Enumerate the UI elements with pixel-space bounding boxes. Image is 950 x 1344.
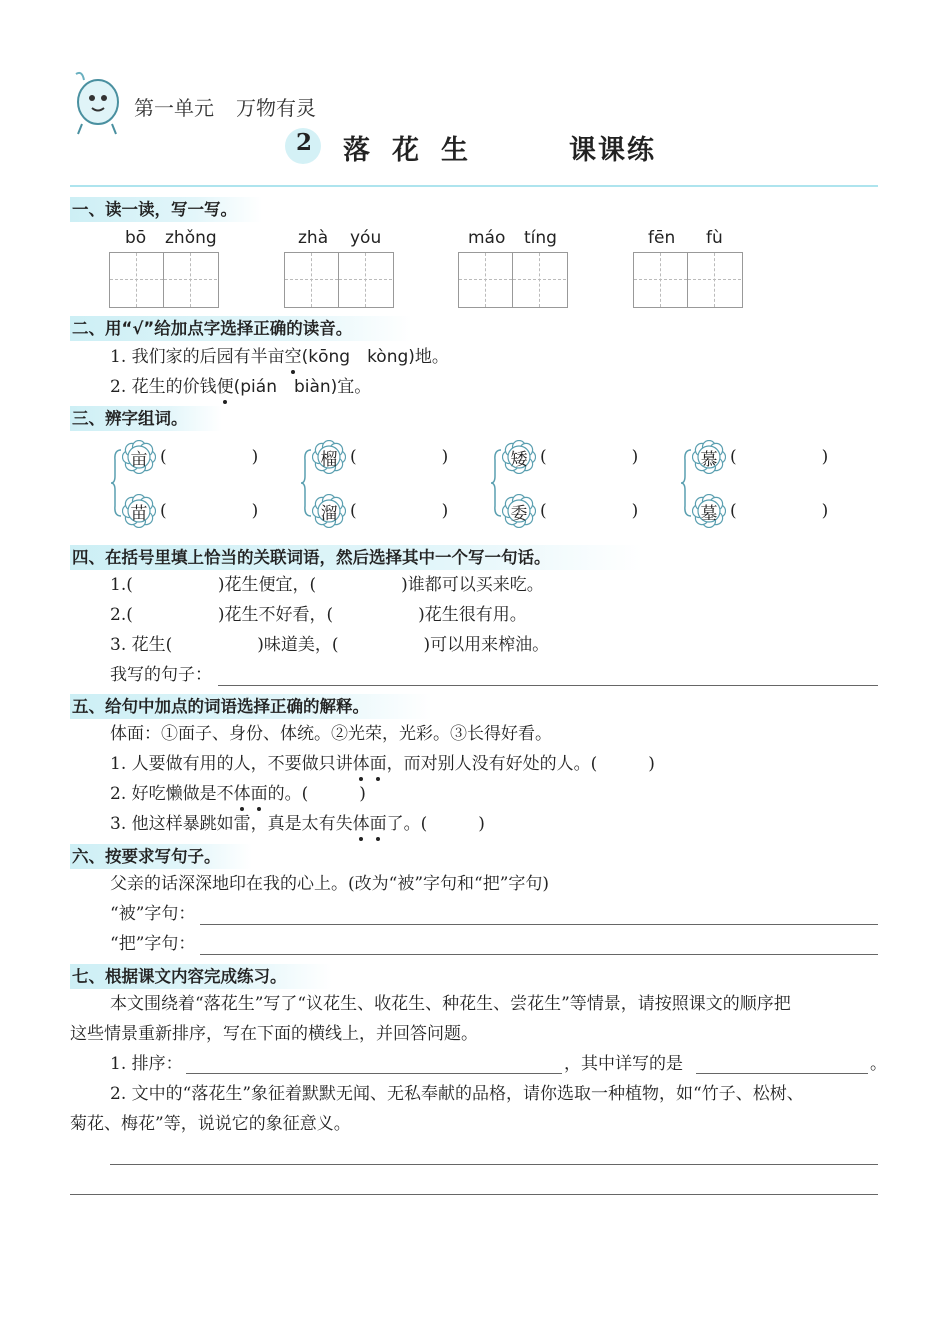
pinyin-1a: bō: [125, 228, 147, 248]
unit-label: 第一单元: [134, 96, 214, 120]
s5-definition: 体面：①面子、身份、体统。②光荣，光彩。③长得好看。: [110, 724, 552, 744]
s7-q1-label: 1. 排序：: [110, 1054, 183, 1074]
pinyin-3a: máo: [468, 228, 506, 248]
s7-answer-line-2[interactable]: [70, 1193, 878, 1195]
char-label: 亩: [130, 450, 148, 470]
flower-char-badge: [502, 494, 536, 528]
s7-q1-end: 。: [870, 1054, 887, 1074]
writing-box-4[interactable]: [633, 252, 743, 308]
brace-icon: [490, 448, 502, 518]
brace-icon: [680, 448, 692, 518]
section-6-title: 六、按要求写句子。: [70, 844, 252, 869]
flower-char-badge: [692, 440, 726, 474]
brace-icon: [300, 448, 312, 518]
flower-char-badge: [502, 440, 536, 474]
char-label: 委: [510, 504, 528, 524]
pinyin-3b: tíng: [524, 228, 557, 248]
dotted-char: 面: [369, 754, 387, 774]
flower-char-badge: [122, 494, 156, 528]
word-answer-blank[interactable]: ( ): [350, 501, 449, 521]
writing-box-2[interactable]: [284, 252, 394, 308]
header-divider: [70, 185, 878, 187]
word-answer-blank[interactable]: ( ): [540, 447, 639, 467]
char-label: 榴: [320, 450, 338, 470]
lesson-number: 2: [296, 129, 313, 156]
s2-question-2: 2. 花生的价钱便(pián biàn)宜。: [110, 377, 372, 397]
word-answer-blank[interactable]: ( ): [730, 501, 829, 521]
s4-answer-line[interactable]: [218, 684, 878, 686]
s6-question: 父亲的话深深地印在我的心上。(改为“被”字句和“把”字句): [110, 874, 550, 894]
pinyin-4a: fēn: [648, 228, 676, 248]
word-answer-blank[interactable]: ( ): [730, 447, 829, 467]
dotted-char: 便: [216, 377, 234, 397]
s7-question-2b: 菊花、梅花”等，说说它的象征意义。: [70, 1114, 351, 1134]
section-3-title: 三、辨字组词。: [70, 406, 222, 431]
flower-char-badge: [312, 494, 346, 528]
dotted-char: 空: [284, 347, 302, 367]
section-7-title: 七、根据课文内容完成练习。: [70, 964, 332, 989]
section-1-title: 一、读一读，写一写。: [70, 197, 262, 222]
word-answer-blank[interactable]: ( ): [160, 447, 259, 467]
dotted-char: 体: [352, 814, 370, 834]
dotted-char: 体: [233, 784, 251, 804]
flower-char-badge: [312, 440, 346, 474]
pinyin-4b: fù: [706, 228, 723, 248]
char-label: 慕: [700, 450, 718, 470]
s7-paragraph-2: 这些情景重新排序，写在下面的横线上，并回答问题。: [70, 1024, 478, 1044]
dotted-char: 面: [369, 814, 387, 834]
char-label: 苗: [130, 504, 148, 524]
pinyin-2a: zhà: [298, 228, 329, 248]
dotted-char: 体: [352, 754, 370, 774]
s7-answer-line-1[interactable]: [110, 1163, 878, 1165]
section-2-title: 二、用“√”给加点字选择正确的读音。: [70, 316, 412, 341]
s7-paragraph-1: 本文围绕着“落花生”写了“议花生、收花生、种花生、尝花生”等情景，请按照课文的顺序把: [110, 994, 791, 1014]
s7-detail-line[interactable]: [696, 1072, 868, 1074]
brace-icon: [110, 448, 122, 518]
s4-question-3: 3. 花生( )味道美，( )可以用来榨油。: [110, 635, 550, 655]
s4-my-sentence-label: 我写的句子：: [110, 665, 212, 685]
unit-header: [134, 92, 316, 121]
section-4-title: 四、在括号里填上恰当的关联词语，然后选择其中一个写一句话。: [70, 545, 642, 570]
char-label: 矮: [510, 450, 528, 470]
dotted-char: 面: [250, 784, 268, 804]
pinyin-1b: zhǒng: [165, 228, 217, 248]
mascot-icon: [68, 68, 130, 138]
s6-bei-line[interactable]: [200, 923, 878, 925]
s6-ba-label: “把”字句：: [110, 934, 196, 954]
s4-question-1: 1.( )花生便宜，( )谁都可以买来吃。: [110, 575, 544, 595]
writing-box-3[interactable]: [458, 252, 568, 308]
s7-order-line[interactable]: [186, 1072, 562, 1074]
s7-question-2a: 2. 文中的“落花生”象征着默默无闻、无私奉献的品格，请你选取一种植物，如“竹子、松树、: [110, 1084, 804, 1104]
lesson-title: 落花生: [343, 135, 490, 166]
s5-question-2: 2. 好吃懒做是不体面的。( ): [110, 784, 366, 804]
word-answer-blank[interactable]: ( ): [540, 501, 639, 521]
unit-title: 万物有灵: [236, 96, 316, 120]
s5-question-3: 3. 他这样暴跳如雷，真是太有失体面了。( ): [110, 814, 485, 834]
s6-bei-label: “被”字句：: [110, 904, 196, 924]
word-answer-blank[interactable]: ( ): [350, 447, 449, 467]
word-answer-blank[interactable]: ( ): [160, 501, 259, 521]
flower-char-badge: [122, 440, 156, 474]
lesson-type: 课课练: [569, 135, 656, 166]
flower-char-badge: [692, 494, 726, 528]
char-label: 墓: [700, 504, 718, 524]
s2-question-1: 1. 我们家的后园有半亩空(kōng kòng)地。: [110, 347, 449, 367]
s4-question-2: 2.( )花生不好看，( )花生很有用。: [110, 605, 527, 625]
s5-question-1: 1. 人要做有用的人，不要做只讲体面，而对别人没有好处的人。( ): [110, 754, 655, 774]
writing-box-1[interactable]: [109, 252, 219, 308]
section-5-title: 五、给句中加点的词语选择正确的解释。: [70, 694, 432, 719]
char-label: 溜: [320, 504, 338, 524]
s6-ba-line[interactable]: [200, 953, 878, 955]
s7-q1-mid: ，其中详写的是: [564, 1054, 683, 1074]
pinyin-2b: yóu: [350, 228, 382, 248]
